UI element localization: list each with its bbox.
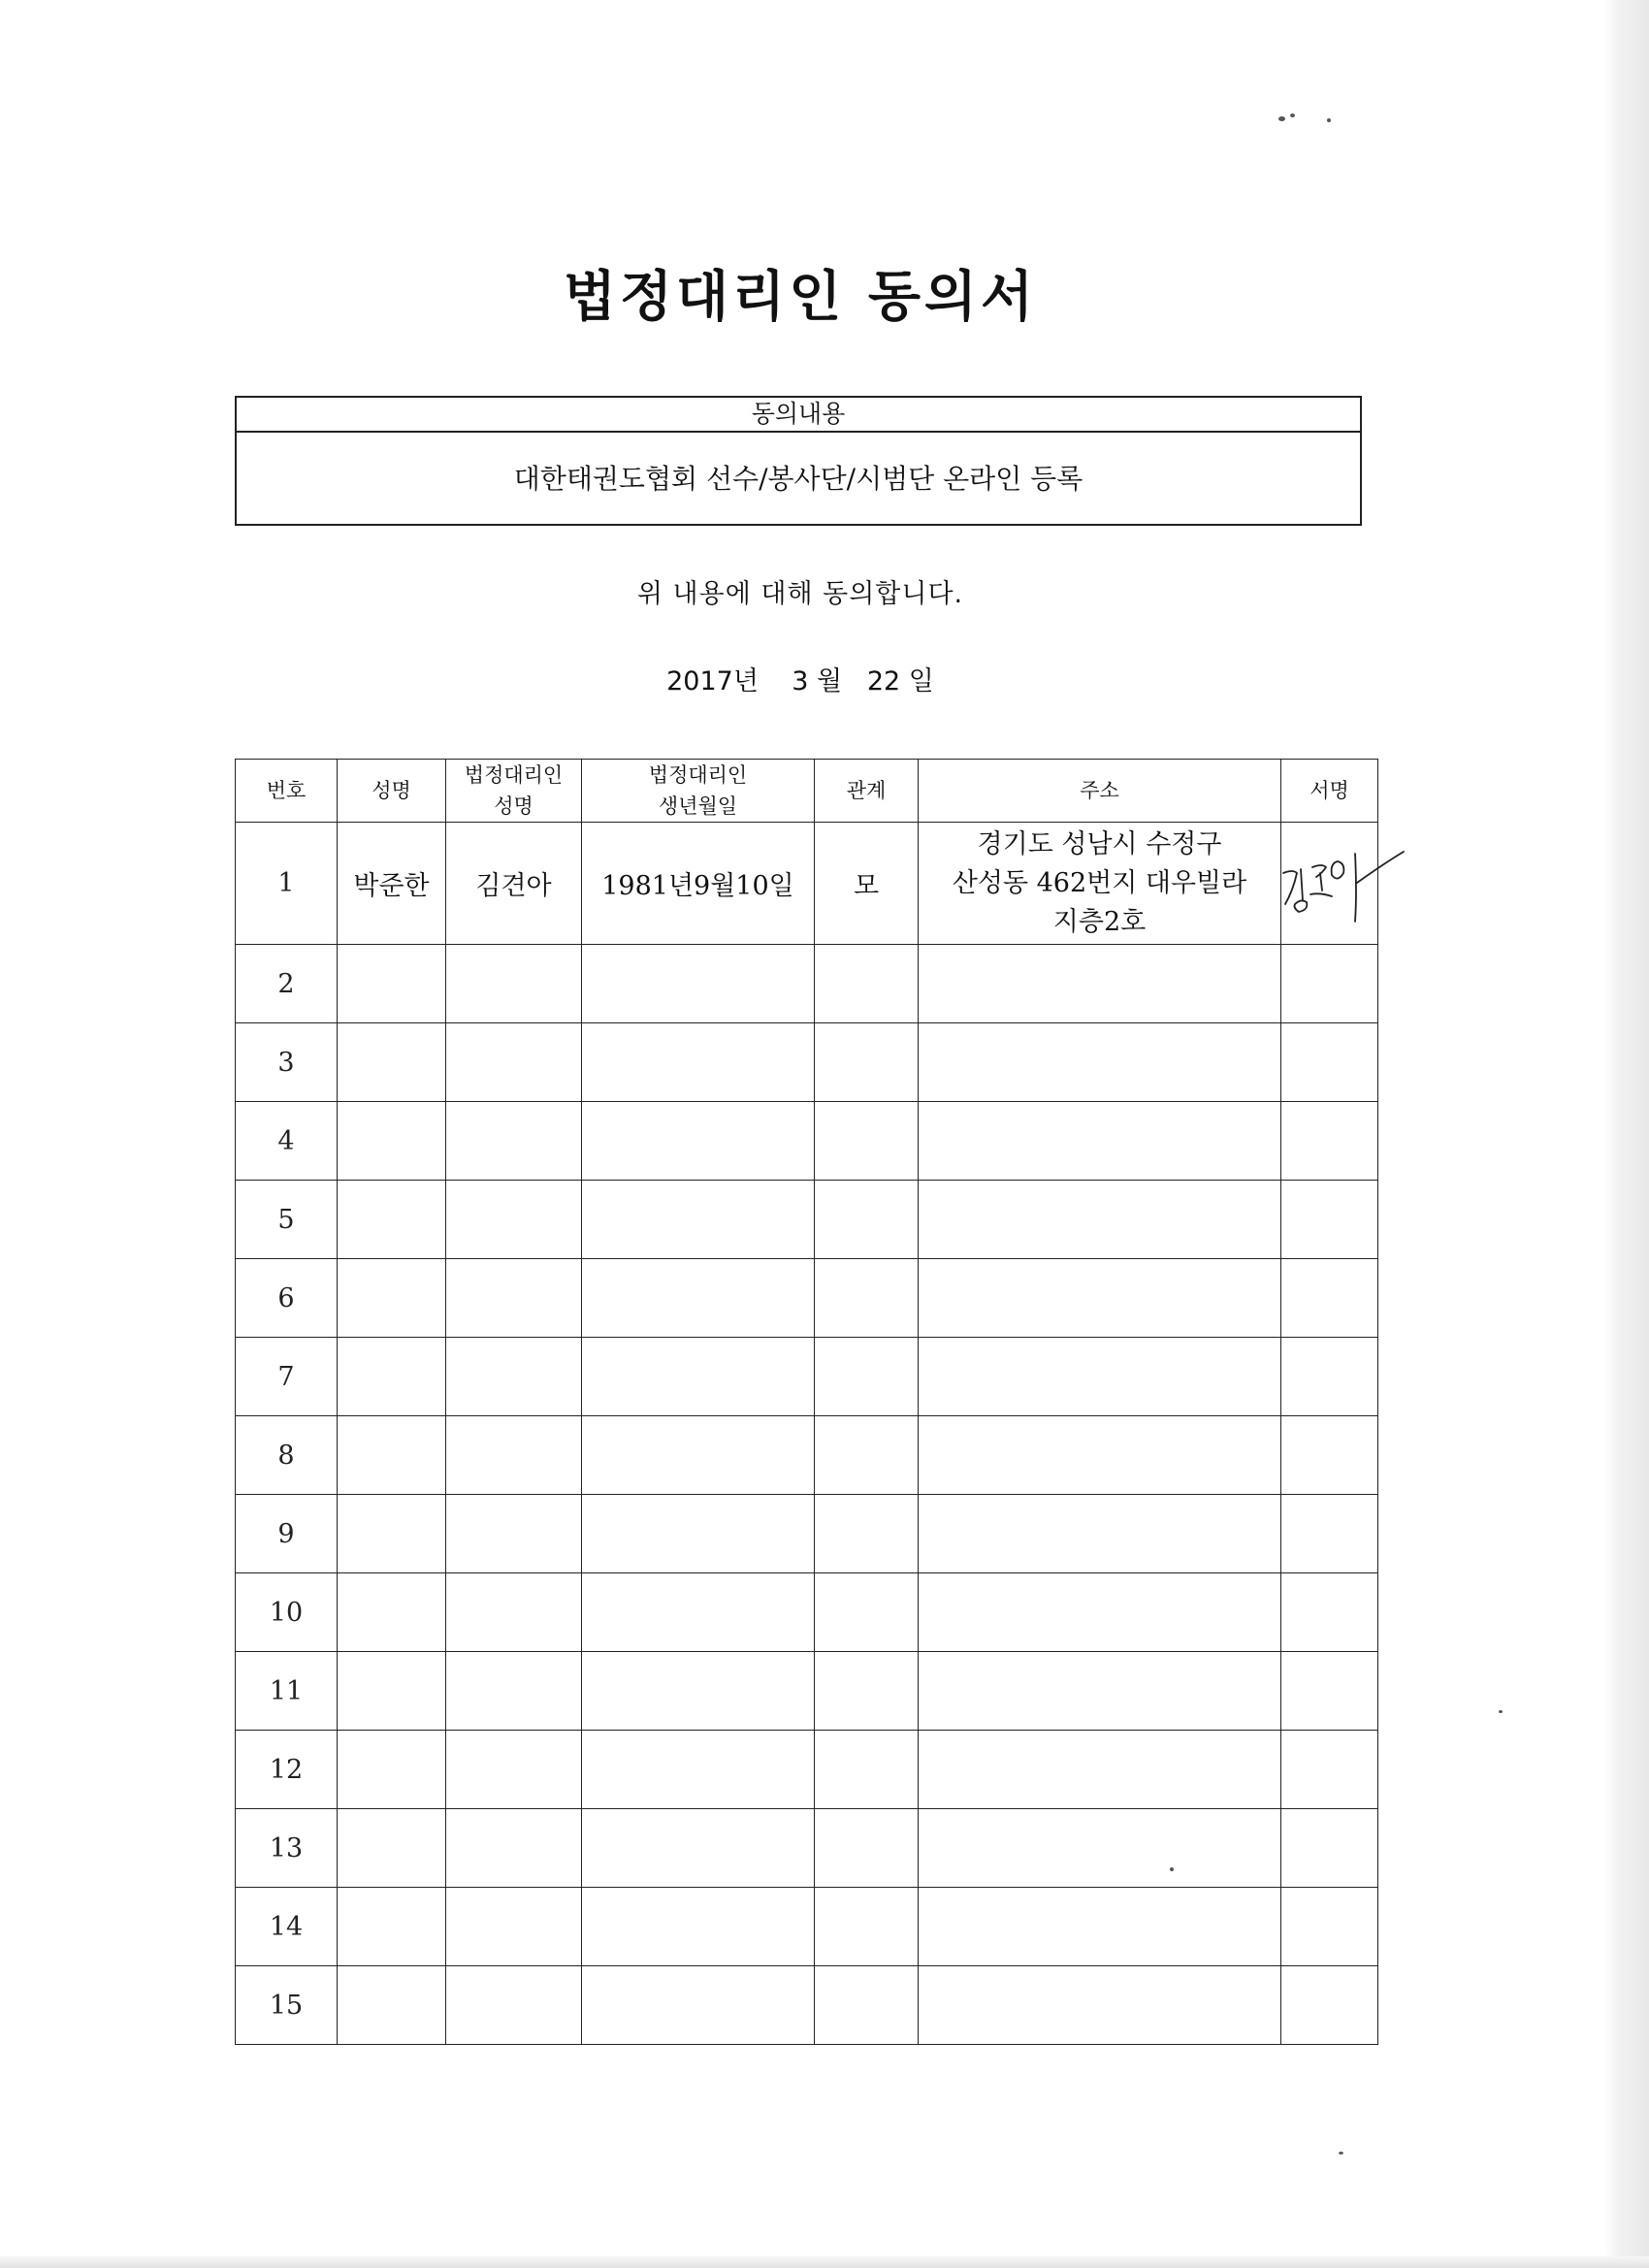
row-number: 5 [236, 1181, 338, 1259]
empty-cell [919, 1966, 1281, 2045]
empty-cell [338, 1338, 446, 1416]
empty-cell [582, 1652, 815, 1731]
empty-cell [338, 1652, 446, 1731]
scan-speck [1290, 113, 1295, 117]
empty-cell [1281, 1495, 1378, 1573]
empty-cell [582, 1338, 815, 1416]
header-guardian-birth-line1: 법정대리인 [648, 763, 748, 787]
empty-cell [815, 1573, 919, 1652]
consent-content-box [235, 396, 1362, 526]
empty-cell [815, 1495, 919, 1573]
empty-cell [446, 1338, 582, 1416]
empty-cell [1281, 945, 1378, 1023]
address-line: 지층2호 [1052, 906, 1147, 937]
empty-cell [582, 1888, 815, 1966]
empty-cell [919, 1259, 1281, 1338]
empty-cell [815, 1888, 919, 1966]
empty-cell [582, 1102, 815, 1181]
empty-cell [1281, 1416, 1378, 1495]
empty-cell [446, 1259, 582, 1338]
empty-cell [919, 1888, 1281, 1966]
agreement-statement: 위 내용에 대해 동의합니다. [636, 579, 964, 609]
header-address: 주소 [919, 760, 1281, 823]
empty-cell [815, 1809, 919, 1888]
table-row [236, 1181, 1378, 1259]
empty-cell [446, 1888, 582, 1966]
empty-cell [446, 1495, 582, 1573]
empty-cell [1281, 1181, 1378, 1259]
empty-cell [1281, 1338, 1378, 1416]
scan-speck [1278, 116, 1285, 121]
table-row [236, 1573, 1378, 1652]
empty-cell [582, 1495, 815, 1573]
empty-cell [919, 1731, 1281, 1809]
table-row [236, 1966, 1378, 2045]
header-guardian-birth [582, 760, 815, 823]
empty-cell [446, 1023, 582, 1102]
empty-cell [338, 1966, 446, 2045]
row-number: 3 [236, 1023, 338, 1102]
header-guardian-name-line1: 법정대리인 [464, 763, 564, 787]
row-number: 7 [236, 1338, 338, 1416]
row-signature [1281, 823, 1378, 945]
empty-cell [338, 1023, 446, 1102]
table-row [236, 1416, 1378, 1495]
table-row [236, 1023, 1378, 1102]
row-number: 12 [236, 1731, 338, 1809]
row-guardian-name: 김견아 [446, 823, 582, 945]
row-number: 4 [236, 1102, 338, 1181]
guardian-table [235, 759, 1378, 2045]
header-relation: 관계 [815, 760, 919, 823]
empty-cell [446, 945, 582, 1023]
empty-cell [1281, 1652, 1378, 1731]
consent-header: 동의내용 [237, 398, 1360, 433]
empty-cell [1281, 1102, 1378, 1181]
row-number: 6 [236, 1259, 338, 1338]
row-number: 13 [236, 1809, 338, 1888]
table-row [236, 1809, 1378, 1888]
empty-cell [446, 1731, 582, 1809]
table-row [236, 1652, 1378, 1731]
consent-content: 대한태권도협회 선수/봉사단/시범단 온라인 등록 [513, 463, 1083, 495]
empty-cell [582, 1966, 815, 2045]
empty-cell [338, 945, 446, 1023]
empty-cell [446, 1809, 582, 1888]
table-header-row [236, 760, 1378, 823]
empty-cell [446, 1181, 582, 1259]
address-line: 산성동 462번지 대우빌라 [952, 867, 1247, 898]
empty-cell [338, 1181, 446, 1259]
row-name: 박준한 [338, 823, 446, 945]
row-guardian-birth: 1981년9월10일 [582, 823, 815, 945]
row-address [919, 823, 1281, 945]
empty-cell [919, 1495, 1281, 1573]
empty-cell [446, 1966, 582, 2045]
empty-cell [338, 1573, 446, 1652]
scan-speck [1339, 2152, 1343, 2155]
table-row [236, 1888, 1378, 1966]
empty-cell [919, 1338, 1281, 1416]
empty-cell [815, 1181, 919, 1259]
empty-cell [338, 1495, 446, 1573]
empty-cell [338, 1102, 446, 1181]
empty-cell [582, 1731, 815, 1809]
empty-cell [338, 1888, 446, 1966]
empty-cell [919, 1573, 1281, 1652]
table-row [236, 1338, 1378, 1416]
empty-cell [582, 945, 815, 1023]
row-number: 9 [236, 1495, 338, 1573]
empty-cell [582, 1416, 815, 1495]
empty-cell [815, 1023, 919, 1102]
table-row [236, 1731, 1378, 1809]
empty-cell [815, 1338, 919, 1416]
row-number: 10 [236, 1573, 338, 1652]
empty-cell [1281, 1966, 1378, 2045]
empty-cell [446, 1652, 582, 1731]
empty-cell [338, 1259, 446, 1338]
document-title: 법정대리인 동의서 [563, 266, 1038, 329]
empty-cell [582, 1181, 815, 1259]
empty-cell [1281, 1023, 1378, 1102]
header-guardian-name [446, 760, 582, 823]
consent-date: 2017년 3 월 22 일 [666, 666, 934, 697]
empty-cell [338, 1416, 446, 1495]
row-number: 8 [236, 1416, 338, 1495]
table-row [236, 1495, 1378, 1573]
table-row [236, 945, 1378, 1023]
empty-cell [919, 1652, 1281, 1731]
table-row [236, 1259, 1378, 1338]
row-number: 14 [236, 1888, 338, 1966]
scan-speck [1499, 1710, 1503, 1713]
empty-cell [1281, 1259, 1378, 1338]
empty-cell [1281, 1573, 1378, 1652]
scan-speck [1327, 118, 1331, 122]
empty-cell [919, 1023, 1281, 1102]
empty-cell [919, 945, 1281, 1023]
empty-cell [815, 1102, 919, 1181]
empty-cell [582, 1809, 815, 1888]
empty-cell [815, 1966, 919, 2045]
address-line: 경기도 성남시 수정구 [977, 828, 1222, 859]
row-relation: 모 [815, 823, 919, 945]
empty-cell [338, 1731, 446, 1809]
empty-cell [815, 1416, 919, 1495]
empty-cell [815, 1259, 919, 1338]
row-number: 1 [236, 823, 338, 945]
empty-cell [338, 1809, 446, 1888]
header-name: 성명 [338, 760, 446, 823]
empty-cell [446, 1102, 582, 1181]
table-row [236, 1102, 1378, 1181]
empty-cell [919, 1102, 1281, 1181]
empty-cell [1281, 1809, 1378, 1888]
empty-cell [446, 1416, 582, 1495]
header-guardian-birth-line2: 생년월일 [658, 794, 738, 818]
empty-cell [582, 1573, 815, 1652]
header-guardian-name-line2: 성명 [494, 794, 534, 818]
empty-cell [919, 1809, 1281, 1888]
scan-bottom-edge [0, 2256, 1649, 2268]
header-number: 번호 [236, 760, 338, 823]
handwritten-signature [1277, 844, 1413, 931]
row-number: 15 [236, 1966, 338, 2045]
empty-cell [582, 1023, 815, 1102]
header-signature: 서명 [1281, 760, 1378, 823]
empty-cell [815, 1731, 919, 1809]
empty-cell [919, 1181, 1281, 1259]
row-number: 11 [236, 1652, 338, 1731]
empty-cell [919, 1416, 1281, 1495]
empty-cell [815, 1652, 919, 1731]
empty-cell [1281, 1731, 1378, 1809]
scan-right-edge [1604, 0, 1649, 2268]
empty-cell [815, 945, 919, 1023]
row-number: 2 [236, 945, 338, 1023]
empty-cell [582, 1259, 815, 1338]
table-row [236, 823, 1378, 945]
empty-cell [446, 1573, 582, 1652]
empty-cell [1281, 1888, 1378, 1966]
